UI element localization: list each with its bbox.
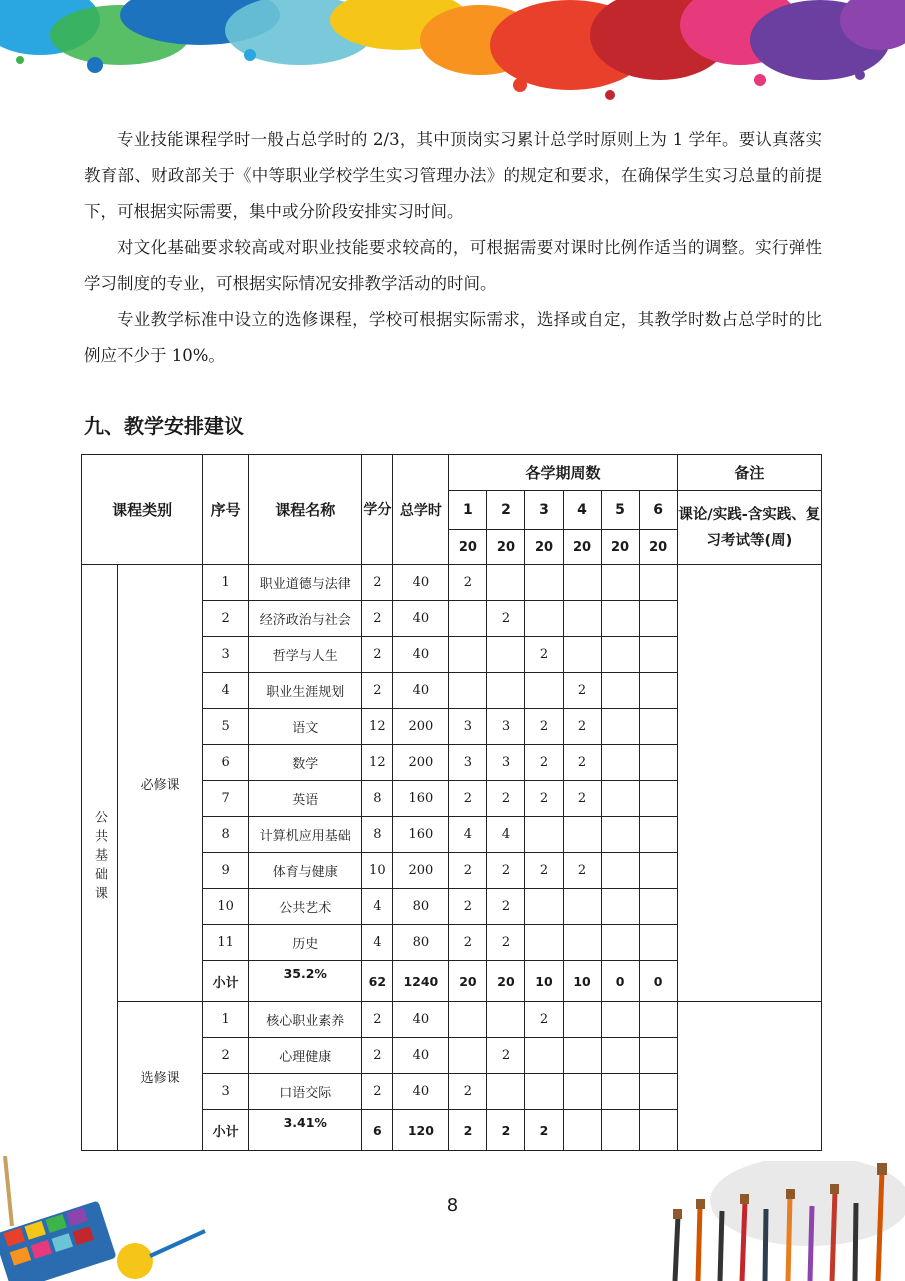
- course-hours: 80: [393, 889, 449, 925]
- paint-palette-decoration: [0, 1156, 215, 1281]
- page-number: 8: [446, 1195, 459, 1216]
- course-term-4: [563, 565, 601, 601]
- course-name: 心理健康: [249, 1038, 362, 1074]
- subtotal-hours: 120: [393, 1110, 449, 1151]
- course-term-5: [601, 673, 639, 709]
- course-term-2: [487, 673, 525, 709]
- subtotal-credit: 6: [362, 1110, 393, 1151]
- course-term-5: [601, 709, 639, 745]
- paint-brushes-decoration: [660, 1161, 905, 1281]
- course-hours: 200: [393, 853, 449, 889]
- teaching-schedule-table: [81, 454, 822, 1151]
- header-term-weeks-5: 20: [601, 530, 639, 565]
- course-term-3: 2: [525, 709, 563, 745]
- course-term-2: 2: [487, 781, 525, 817]
- course-term-4: [563, 817, 601, 853]
- header-term-4: 4: [563, 491, 601, 530]
- subtotal-term-5: [601, 1110, 639, 1151]
- course-term-2: 3: [487, 709, 525, 745]
- course-seq: 3: [203, 1074, 249, 1110]
- course-seq: 3: [203, 637, 249, 673]
- course-hours: 200: [393, 745, 449, 781]
- course-term-3: [525, 1074, 563, 1110]
- course-name: 哲学与人生: [249, 637, 362, 673]
- elective-label: 选修课: [118, 1002, 203, 1151]
- course-credit: 2: [362, 637, 393, 673]
- section-title: 九、教学安排建议: [84, 414, 244, 438]
- course-credit: 2: [362, 1038, 393, 1074]
- course-term-2: [487, 1002, 525, 1038]
- header-term-weeks-2: 20: [487, 530, 525, 565]
- course-term-6: [639, 1038, 677, 1074]
- course-credit: 2: [362, 601, 393, 637]
- course-term-3: 2: [525, 781, 563, 817]
- course-term-5: [601, 925, 639, 961]
- course-term-5: [601, 1074, 639, 1110]
- course-credit: 10: [362, 853, 393, 889]
- course-term-6: [639, 1074, 677, 1110]
- course-hours: 40: [393, 637, 449, 673]
- course-term-3: 2: [525, 745, 563, 781]
- course-term-5: [601, 565, 639, 601]
- course-term-3: [525, 601, 563, 637]
- course-term-2: 2: [487, 601, 525, 637]
- header-credit: 学分: [362, 455, 393, 565]
- course-term-4: 2: [563, 781, 601, 817]
- course-seq: 4: [203, 673, 249, 709]
- course-term-6: [639, 889, 677, 925]
- course-term-1: 4: [449, 817, 487, 853]
- course-term-1: 2: [449, 1074, 487, 1110]
- course-seq: 1: [203, 565, 249, 601]
- header-term-weeks-6: 20: [639, 530, 677, 565]
- course-seq: 9: [203, 853, 249, 889]
- subtotal-term-3: 2: [525, 1110, 563, 1151]
- course-term-4: [563, 925, 601, 961]
- course-term-2: [487, 565, 525, 601]
- course-term-6: [639, 565, 677, 601]
- course-term-4: [563, 889, 601, 925]
- subtotal-term-2: 20: [487, 961, 525, 1002]
- course-hours: 40: [393, 1038, 449, 1074]
- course-term-3: [525, 673, 563, 709]
- course-hours: 40: [393, 1002, 449, 1038]
- course-term-5: [601, 1002, 639, 1038]
- course-credit: 12: [362, 745, 393, 781]
- course-term-4: [563, 1002, 601, 1038]
- header-remark: 备注: [677, 455, 821, 491]
- table-row: [82, 565, 822, 601]
- course-term-2: [487, 1074, 525, 1110]
- course-name: 公共艺术: [249, 889, 362, 925]
- paragraph-2: 对文化基础要求较高或对职业技能要求较高的，可根据需要对课时比例作适当的调整。实行弹性学习制度的专业，可根据实际情况安排教学活动的时间。: [84, 238, 822, 293]
- course-term-6: [639, 673, 677, 709]
- course-term-1: 2: [449, 853, 487, 889]
- subtotal-term-4: 10: [563, 961, 601, 1002]
- course-name: 口语交际: [249, 1074, 362, 1110]
- paint-splash-decoration: [0, 0, 905, 110]
- course-term-1: 3: [449, 745, 487, 781]
- course-term-2: [487, 637, 525, 673]
- course-term-5: [601, 1038, 639, 1074]
- header-term-1: 1: [449, 491, 487, 530]
- header-term-weeks: 各学期周数: [449, 455, 677, 491]
- course-name: 数学: [249, 745, 362, 781]
- header-term-6: 6: [639, 491, 677, 530]
- course-credit: 8: [362, 817, 393, 853]
- course-term-2: 2: [487, 889, 525, 925]
- course-term-3: 2: [525, 1002, 563, 1038]
- course-hours: 160: [393, 817, 449, 853]
- course-seq: 5: [203, 709, 249, 745]
- course-term-1: [449, 637, 487, 673]
- course-seq: 2: [203, 601, 249, 637]
- course-term-5: [601, 601, 639, 637]
- course-term-1: [449, 601, 487, 637]
- course-term-5: [601, 781, 639, 817]
- course-name: 体育与健康: [249, 853, 362, 889]
- header-total-hours: 总学时: [393, 455, 449, 565]
- subtotal-term-5: 0: [601, 961, 639, 1002]
- course-term-2: 4: [487, 817, 525, 853]
- course-term-6: [639, 637, 677, 673]
- header-course-name: 课程名称: [249, 455, 362, 565]
- course-hours: 40: [393, 673, 449, 709]
- course-hours: 200: [393, 709, 449, 745]
- course-term-3: 2: [525, 637, 563, 673]
- course-term-4: [563, 637, 601, 673]
- subtotal-percent: 3.41%: [249, 1110, 362, 1151]
- paragraph-1: 专业技能课程学时一般占总学时的 2/3，其中顶岗实习累计总学时原则上为 1 学年。要认真落实教育部、财政部关于《中等职业学校学生实习管理办法》的规定和要求，在确保学生实习总量的前提下，可根据实际需要，集中或分阶段安排实习时间。: [84, 130, 822, 221]
- course-term-6: [639, 853, 677, 889]
- course-term-2: 2: [487, 1038, 525, 1074]
- course-term-1: 2: [449, 925, 487, 961]
- course-term-4: [563, 601, 601, 637]
- course-seq: 10: [203, 889, 249, 925]
- course-term-3: [525, 817, 563, 853]
- course-seq: 1: [203, 1002, 249, 1038]
- header-remark-detail: 课论/实践-含实践、复习考试等(周): [677, 491, 821, 565]
- course-name: 职业道德与法律: [249, 565, 362, 601]
- course-name: 历史: [249, 925, 362, 961]
- course-term-3: [525, 889, 563, 925]
- course-term-3: [525, 565, 563, 601]
- course-term-4: [563, 1074, 601, 1110]
- course-name: 职业生涯规划: [249, 673, 362, 709]
- paragraph-3: 专业教学标准中设立的选修课程，学校可根据实际需求，选择或自定，其教学时数占总学时的比例应不少于 10%。: [84, 310, 822, 365]
- header-term-weeks-4: 20: [563, 530, 601, 565]
- course-term-1: 2: [449, 565, 487, 601]
- course-seq: 11: [203, 925, 249, 961]
- course-credit: 2: [362, 1002, 393, 1038]
- header-term-weeks-3: 20: [525, 530, 563, 565]
- course-term-1: 2: [449, 889, 487, 925]
- course-seq: 7: [203, 781, 249, 817]
- course-seq: 8: [203, 817, 249, 853]
- course-remark: [677, 1002, 821, 1151]
- header-term-2: 2: [487, 491, 525, 530]
- subtotal-term-3: 10: [525, 961, 563, 1002]
- course-term-2: 3: [487, 745, 525, 781]
- course-hours: 40: [393, 601, 449, 637]
- course-seq: 2: [203, 1038, 249, 1074]
- header-seq: 序号: [203, 455, 249, 565]
- course-hours: 160: [393, 781, 449, 817]
- course-term-4: [563, 1038, 601, 1074]
- course-term-4: 2: [563, 709, 601, 745]
- course-credit: 2: [362, 1074, 393, 1110]
- course-hours: 80: [393, 925, 449, 961]
- subtotal-term-6: 0: [639, 961, 677, 1002]
- course-term-6: [639, 709, 677, 745]
- course-term-6: [639, 781, 677, 817]
- course-remark: [677, 565, 821, 1002]
- subtotal-term-4: [563, 1110, 601, 1151]
- subtotal-hours: 1240: [393, 961, 449, 1002]
- course-hours: 40: [393, 565, 449, 601]
- course-term-6: [639, 601, 677, 637]
- course-term-6: [639, 925, 677, 961]
- course-term-3: [525, 925, 563, 961]
- course-term-4: 2: [563, 745, 601, 781]
- course-term-5: [601, 817, 639, 853]
- subtotal-term-6: [639, 1110, 677, 1151]
- table-row: [82, 1002, 822, 1038]
- course-term-1: [449, 673, 487, 709]
- course-credit: 12: [362, 709, 393, 745]
- course-term-1: 3: [449, 709, 487, 745]
- subtotal-credit: 62: [362, 961, 393, 1002]
- course-term-5: [601, 853, 639, 889]
- subtotal-label: 小计: [203, 961, 249, 1002]
- course-term-2: 2: [487, 853, 525, 889]
- course-term-5: [601, 889, 639, 925]
- header-term-weeks-1: 20: [449, 530, 487, 565]
- course-seq: 6: [203, 745, 249, 781]
- course-name: 计算机应用基础: [249, 817, 362, 853]
- group-label: 公共基础课: [82, 565, 118, 1151]
- course-name: 英语: [249, 781, 362, 817]
- course-credit: 2: [362, 565, 393, 601]
- course-term-6: [639, 745, 677, 781]
- course-name: 语文: [249, 709, 362, 745]
- course-name: 核心职业素养: [249, 1002, 362, 1038]
- course-name: 经济政治与社会: [249, 601, 362, 637]
- course-hours: 40: [393, 1074, 449, 1110]
- course-term-1: 2: [449, 781, 487, 817]
- course-term-4: 2: [563, 673, 601, 709]
- subtotal-term-2: 2: [487, 1110, 525, 1151]
- course-term-2: 2: [487, 925, 525, 961]
- subtotal-term-1: 2: [449, 1110, 487, 1151]
- course-credit: 4: [362, 889, 393, 925]
- course-credit: 2: [362, 673, 393, 709]
- course-credit: 4: [362, 925, 393, 961]
- course-credit: 8: [362, 781, 393, 817]
- course-term-5: [601, 637, 639, 673]
- course-term-3: [525, 1038, 563, 1074]
- header-category: 课程类别: [82, 455, 203, 565]
- subtotal-percent: 35.2%: [249, 961, 362, 1002]
- required-label: 必修课: [118, 565, 203, 1002]
- subtotal-term-1: 20: [449, 961, 487, 1002]
- course-term-3: 2: [525, 853, 563, 889]
- course-term-4: 2: [563, 853, 601, 889]
- course-term-6: [639, 1002, 677, 1038]
- header-term-3: 3: [525, 491, 563, 530]
- course-term-1: [449, 1002, 487, 1038]
- course-term-5: [601, 745, 639, 781]
- header-term-5: 5: [601, 491, 639, 530]
- subtotal-label: 小计: [203, 1110, 249, 1151]
- course-term-1: [449, 1038, 487, 1074]
- course-term-6: [639, 817, 677, 853]
